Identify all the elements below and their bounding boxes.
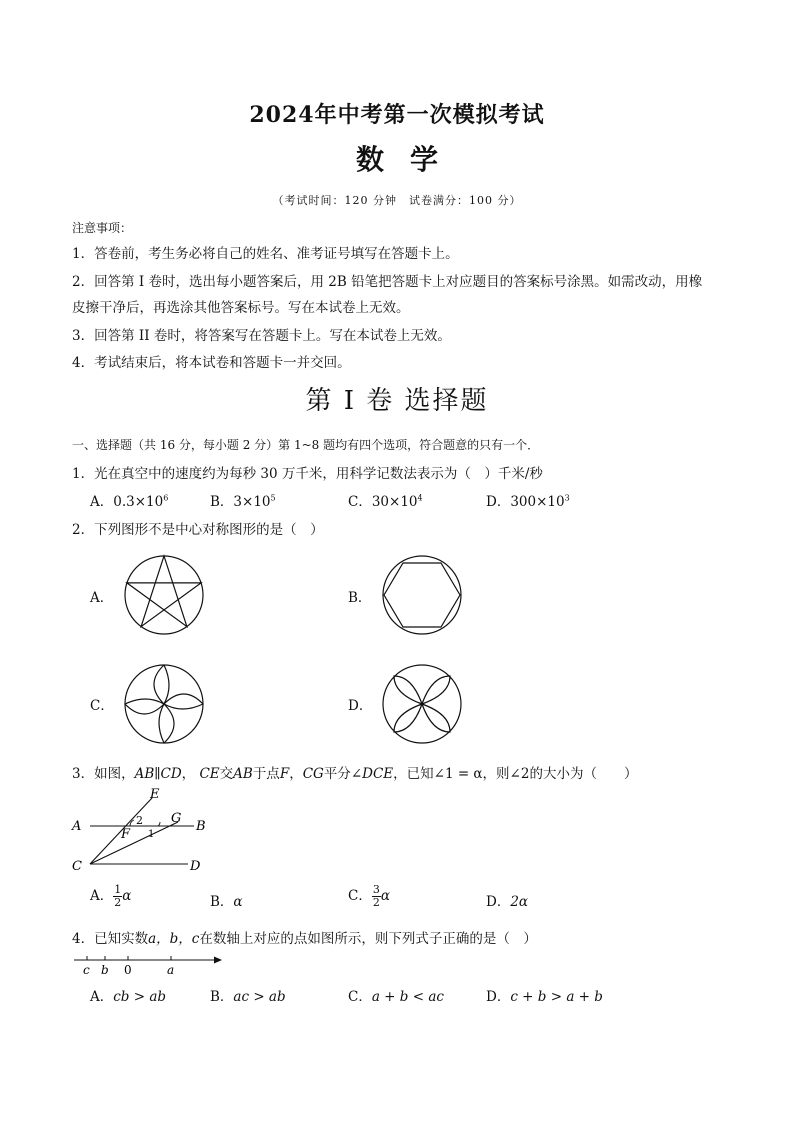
label-f: F: [121, 827, 131, 842]
axis-label-c: c: [83, 963, 90, 977]
arrow-icon: [214, 957, 222, 964]
q1-option-c: C．$30\times 10^4$: [348, 493, 423, 510]
exam-title: 2024年中考第一次模拟考试: [249, 102, 545, 128]
four-petal-flower-figure: [380, 662, 464, 746]
q3-option-d: D．2α: [486, 894, 529, 910]
axis-label-b: b: [101, 963, 109, 977]
note-item: 4．考试结束后，将本试卷和答题卡一并交回。: [72, 355, 351, 371]
label-b: B: [196, 819, 206, 834]
q3-stem: 3．如图，AB∥CD， CE交AB于点F，CG平分∠DCE，已知∠1 = α，则∠2的大小为（ ）: [72, 766, 638, 782]
q4-stem: 4．已知实数a，b，c在数轴上对应的点如图所示，则下列式子正确的是（ ）: [72, 931, 537, 947]
q2-label-d: D．: [348, 698, 373, 714]
pinwheel-arcs-figure: [122, 662, 206, 746]
q1-option-a: A．$0.3\times 10^6$: [90, 493, 169, 510]
q2-label-a: A．: [90, 590, 114, 606]
part-intro: 一、选择题（共 16 分，每小题 2 分）第 1~8 题均有四个选项，符合题意的只有一个．: [72, 438, 540, 452]
q4-option-d: D．c + b > a + b: [486, 989, 603, 1005]
q3-option-b: B．α: [210, 894, 243, 910]
label-angle-2: 2: [136, 814, 143, 827]
parallel-lines-figure: [68, 784, 218, 878]
notes-heading: 注意事项：: [72, 221, 133, 235]
subject-title: 数学: [355, 143, 464, 176]
note-item: 2．回答第 I 卷时，选出每小题答案后，用 2B 铅笔把答题卡上对应题目的答案标号涂黑。如需改动，用橡: [72, 274, 703, 290]
q4-option-b: B．ac > ab: [210, 989, 286, 1005]
note-item: 皮擦干净后，再选涂其他答案标号。写在本试卷上无效。: [72, 300, 410, 316]
label-a: A: [72, 819, 82, 834]
section-title: 第 I 卷 选择题: [305, 386, 489, 416]
label-g: G: [171, 811, 182, 826]
label-d: D: [190, 859, 201, 874]
q1-stem: 1．光在真空中的速度约为每秒 30 万千米，用科学记数法表示为（ ）千米/秒: [72, 466, 543, 482]
q1-option-d: D．$300\times 10^3$: [486, 493, 570, 510]
label-angle-1: 1: [148, 829, 155, 840]
note-item: 1．答卷前，考生务必将自己的姓名、准考证号填写在答题卡上。: [72, 246, 459, 262]
q2-stem: 2．下列图形不是中心对称图形的是（ ）: [72, 522, 324, 538]
axis-label-zero: 0: [124, 963, 132, 977]
q4-option-c: C．a + b < ac: [348, 989, 444, 1005]
line-cg: [90, 822, 178, 864]
q4-option-a: A．cb > ab: [90, 989, 167, 1005]
hexagon-in-circle-figure: [380, 553, 464, 637]
note-item: 3．回答第 II 卷时，将答案写在答题卡上。写在本试卷上无效。: [72, 328, 451, 344]
axis-label-a: a: [167, 963, 175, 977]
q3-option-c: C． $\frac{3}{2}$ α: [348, 883, 390, 909]
exam-info: （考试时间：120 分钟 试卷满分：100 分）: [272, 194, 522, 207]
number-line-figure: [70, 950, 230, 978]
q2-label-b: B．: [348, 590, 372, 606]
q3-option-a: A． $\frac{1}{2}$ α: [90, 883, 132, 909]
q1-option-b: B．$3\times 10^5$: [210, 493, 276, 510]
pentagram-in-circle-figure: [122, 553, 206, 637]
label-c: C: [72, 859, 82, 874]
q2-label-c: C．: [90, 698, 114, 714]
label-e: E: [150, 787, 160, 802]
